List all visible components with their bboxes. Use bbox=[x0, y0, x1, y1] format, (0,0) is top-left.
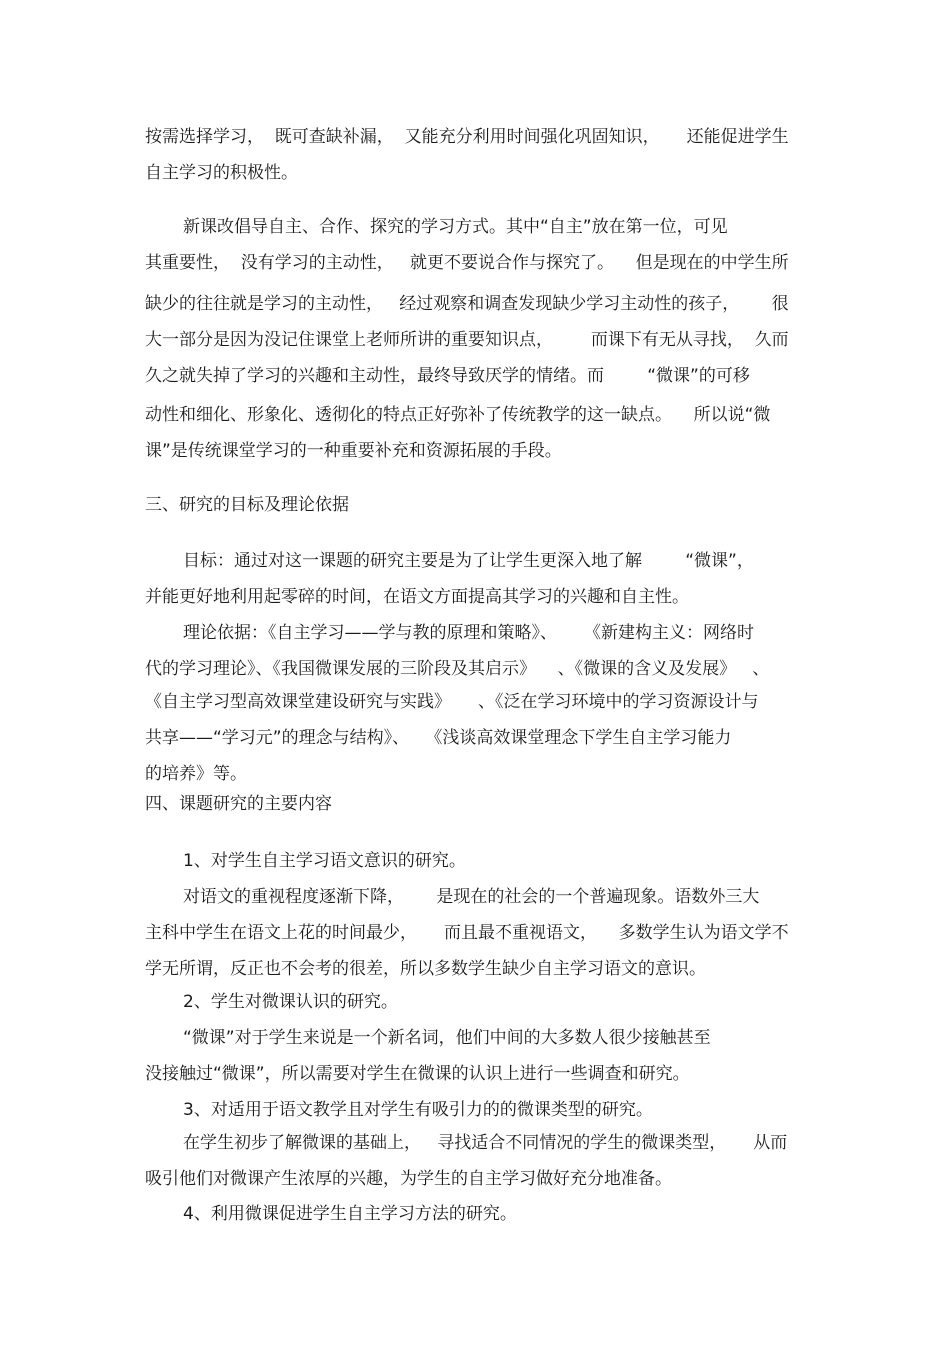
text-line: 大一部分是因为没记住课堂上老师所讲的重要知识点， 而课下有无从寻找， 久而 bbox=[145, 330, 789, 350]
text-line: 久之就失掉了学习的兴趣和主动性，最终导致厌学的情绪。而 “微课”的可移 bbox=[145, 366, 750, 386]
subsection-heading: 3、对适用于语文教学且对学生有吸引力的的微课类型的研究。 bbox=[183, 1100, 653, 1120]
text-line: 动性和细化、形象化、透彻化的特点正好弥补了传统教学的这一缺点。 所以说“微 bbox=[145, 405, 771, 425]
section-heading: 四、课题研究的主要内容 bbox=[145, 794, 332, 814]
text-line: 代的学习理论》、《我国微课发展的三阶段及其启示》 、《微课的含义及发展》 、 bbox=[145, 659, 770, 679]
text-line: 其重要性， 没有学习的主动性， 就更不要说合作与探究了。 但是现在的中学生所 bbox=[145, 253, 789, 273]
text-line: 新课改倡导自主、合作、探究的学习方式。其中“自主”放在第一位，可见 bbox=[183, 217, 728, 237]
text-line: 对语文的重视程度逐渐下降， 是现在的社会的一个普遍现象。语数外三大 bbox=[183, 887, 760, 907]
subsection-heading: 4、利用微课促进学生自主学习方法的研究。 bbox=[183, 1204, 517, 1224]
text-line: 目标：通过对这一课题的研究主要是为了让学生更深入地了解 “微课”， bbox=[183, 551, 754, 571]
text-line: 吸引他们对微课产生浓厚的兴趣，为学生的自主学习做好充分地准备。 bbox=[145, 1169, 672, 1189]
text-line: 在学生初步了解微课的基础上， 寻找适合不同情况的学生的微课类型， 从而 bbox=[183, 1133, 788, 1153]
text-line: 缺少的往往就是学习的主动性， 经过观察和调查发现缺少学习主动性的孩子， 很 bbox=[145, 294, 789, 314]
text-line: 并能更好地利用起零碎的时间，在语文方面提高其学习的兴趣和自主性。 bbox=[145, 587, 689, 607]
subsection-heading: 1、对学生自主学习语文意识的研究。 bbox=[183, 851, 466, 871]
text-line: 课”是传统课堂学习的一种重要补充和资源拓展的手段。 bbox=[145, 441, 562, 461]
text-line: “微课”对于学生来说是一个新名词，他们中间的大多数人很少接触甚至 bbox=[183, 1028, 711, 1048]
text-line: 《自主学习型高效课堂建设研究与实践》 、《泛在学习环境中的学习资源设计与 bbox=[145, 692, 759, 712]
subsection-heading: 2、学生对微课认识的研究。 bbox=[183, 992, 398, 1012]
text-line: 没接触过“微课”，所以需要对学生在微课的认识上进行一些调查和研究。 bbox=[145, 1064, 690, 1084]
text-line: 的培养》等。 bbox=[145, 764, 247, 784]
text-line: 共享——“学习元”的理念与结构》、 《浅谈高效课堂理念下学生自主学习能力 bbox=[145, 728, 732, 748]
text-line: 按需选择学习， 既可查缺补漏， 又能充分利用时间强化巩固知识， 还能促进学生 bbox=[145, 127, 789, 147]
text-line: 理论依据：《自主学习——学与教的原理和策略》、 《新建构主义：网络时 bbox=[183, 623, 755, 643]
text-line: 主科中学生在语文上花的时间最少， 而且最不重视语文， 多数学生认为语文学不 bbox=[145, 923, 789, 943]
text-line: 学无所谓，反正也不会考的很差，所以多数学生缺少自主学习语文的意识。 bbox=[145, 959, 706, 979]
text-line: 自主学习的积极性。 bbox=[145, 163, 298, 183]
section-heading: 三、研究的目标及理论依据 bbox=[145, 495, 349, 515]
